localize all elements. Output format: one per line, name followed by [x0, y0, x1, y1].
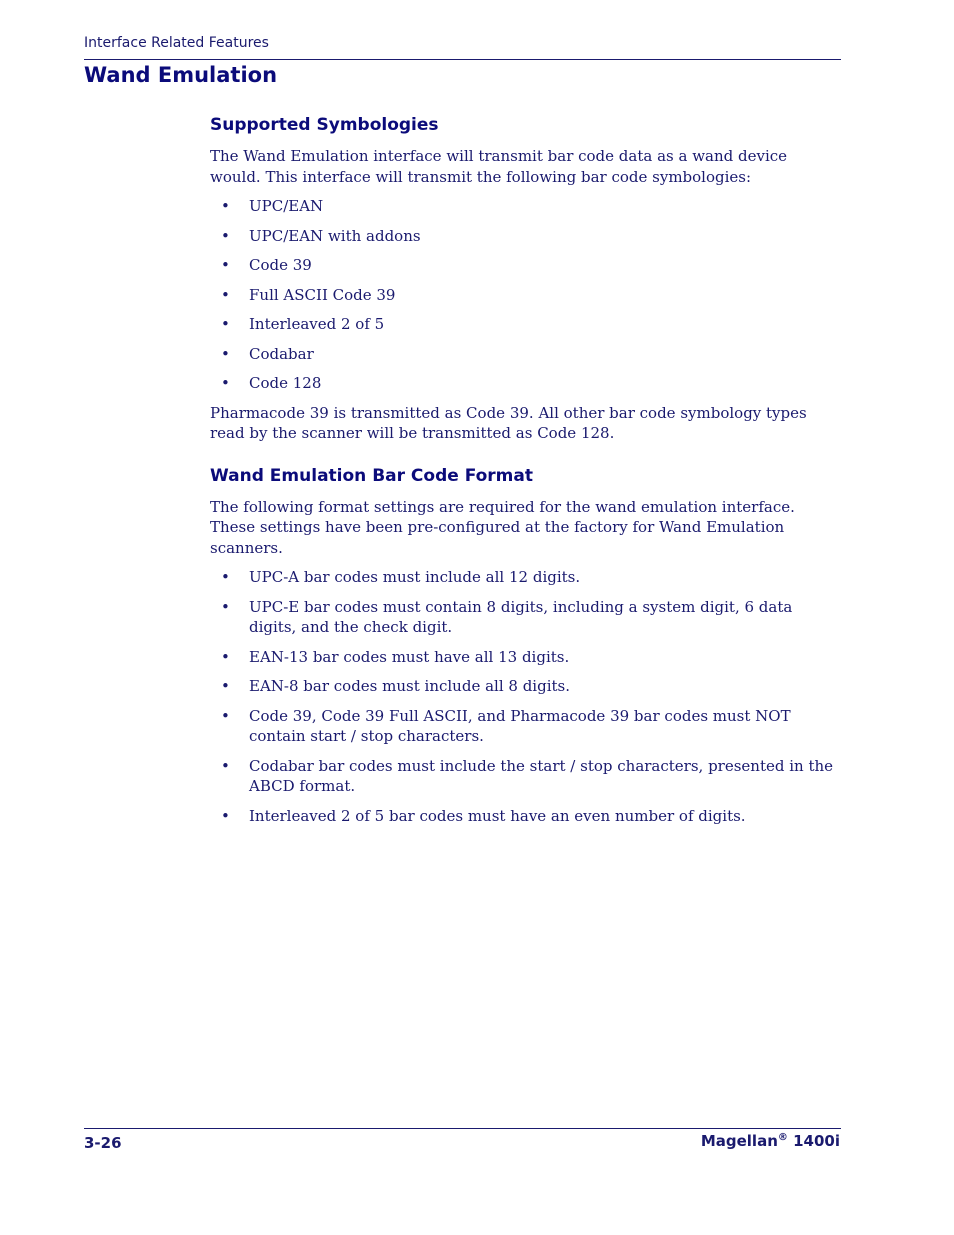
page-title: Wand Emulation — [84, 63, 278, 87]
footer-product — [701, 1132, 840, 1150]
bullet-glyph: • — [221, 756, 230, 775]
format-settings-list — [210, 567, 842, 826]
list-item-text: Code 128 — [249, 374, 322, 392]
symbologies-outro-paragraph: Pharmacode 39 is transmitted as Code 39. All other bar code symbology types read by the scanner will be transmitted as Code 128. — [210, 403, 807, 442]
list-item — [210, 806, 842, 827]
product-model: 1400i — [787, 1132, 840, 1150]
list-item — [210, 706, 842, 747]
bullet-glyph: • — [221, 256, 230, 274]
list-item — [210, 647, 842, 668]
list-item-text: Codabar bar codes must include the start / stop characters, presented in the ABCD format. — [249, 756, 834, 795]
format-intro-paragraph: The following format settings are required for the wand emulation interface. These settings have been pre-configured at the factory for Wand Emulation scanners. — [210, 497, 795, 557]
list-item — [210, 756, 842, 797]
list-item — [210, 255, 842, 276]
bullet-glyph: • — [221, 197, 230, 215]
list-item-text: UPC/EAN — [249, 197, 324, 215]
bullet-glyph: • — [221, 677, 230, 695]
page-content — [210, 113, 842, 835]
product-name: Magellan — [700, 1132, 778, 1150]
running-head: Interface Related Features — [84, 35, 269, 51]
list-item-text: Interleaved 2 of 5 — [249, 315, 385, 333]
list-item — [210, 285, 842, 306]
registered-mark: ® — [777, 1132, 788, 1143]
section-heading-bar-code-format: Wand Emulation Bar Code Format — [210, 465, 533, 486]
bullet-glyph: • — [221, 226, 230, 245]
list-item — [210, 676, 842, 697]
bullet-glyph: • — [221, 315, 230, 333]
bullet-glyph: • — [221, 597, 230, 616]
symbologies-intro-paragraph: The Wand Emulation interface will transmit bar code data as a wand device would. This interface will transmit the following bar code symbologies: — [210, 147, 788, 186]
list-item-text: EAN-13 bar codes must have all 13 digits. — [249, 647, 570, 666]
list-item-text: Code 39, Code 39 Full ASCII, and Pharmacode 39 bar codes must NOT contain start / stop characters. — [249, 706, 791, 745]
list-item — [210, 597, 842, 638]
symbologies-list — [210, 196, 842, 394]
list-item-text: Full ASCII Code 39 — [249, 285, 396, 304]
bullet-glyph: • — [221, 374, 230, 392]
list-item-text: Interleaved 2 of 5 bar codes must have an even number of digits. — [249, 806, 746, 825]
bullet-glyph: • — [221, 647, 230, 666]
bullet-glyph: • — [221, 568, 230, 586]
list-item — [210, 373, 842, 394]
bullet-glyph: • — [221, 344, 230, 363]
page-number: 3-26 — [84, 1134, 122, 1152]
list-item — [210, 567, 842, 588]
bullet-glyph: • — [221, 706, 230, 725]
list-item — [210, 344, 842, 365]
list-item — [210, 226, 842, 247]
list-item — [210, 196, 842, 217]
list-item-text: Codabar — [249, 344, 314, 363]
list-item — [210, 314, 842, 335]
section-heading-supported-symbologies: Supported Symbologies — [210, 115, 439, 135]
footer-rule — [84, 1128, 841, 1129]
list-item-text: UPC-A bar codes must include all 12 digits. — [249, 568, 581, 586]
bullet-glyph: • — [221, 806, 230, 825]
list-item-text: UPC/EAN with addons — [249, 226, 421, 245]
list-item-text: UPC-E bar codes must contain 8 digits, including a system digit, 6 data digits, and the check digit. — [249, 597, 793, 636]
list-item-text: EAN-8 bar codes must include all 8 digits. — [249, 677, 570, 695]
header-rule — [84, 59, 841, 60]
bullet-glyph: • — [221, 285, 230, 304]
list-item-text: Code 39 — [249, 256, 312, 274]
